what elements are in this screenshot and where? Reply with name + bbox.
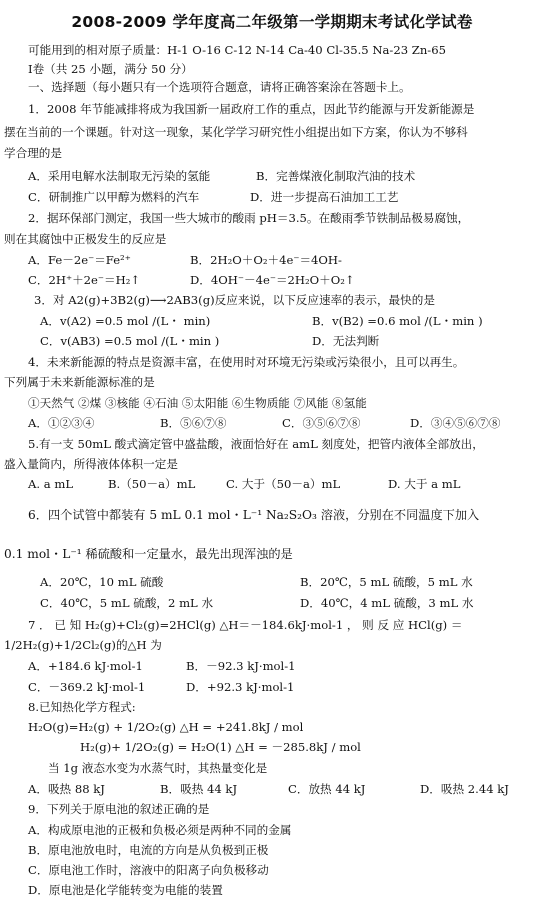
q5-stem-1: 5.有一支 50mL 酸式滴定管中盛盐酸，液面恰好在 amL 刻度处，把管内液体全部放出， — [28, 437, 484, 451]
q8-option-c: C．放热 44 kJ — [288, 782, 366, 796]
q5-stem-2: 盛入量筒内，所得液体体积一定是 — [4, 457, 178, 471]
q3-option-a: A．v(A2) =0.5 mol /(L・ min) — [40, 314, 211, 328]
q7-option-b: B．－92.3 kJ·mol-1 — [186, 659, 296, 673]
q1-option-d: D．进一步提高石油加工工艺 — [250, 190, 399, 204]
q1-option-c: C．研制推广以甲醇为燃料的汽车 — [28, 190, 200, 204]
q7-option-d: D．+92.3 kJ·mol-1 — [186, 680, 295, 694]
q6-option-c: C．40℃，5 mL 硫酸，2 mL 水 — [40, 596, 214, 610]
q8-option-b: B．吸热 44 kJ — [160, 782, 238, 796]
q3-option-d: D．无法判断 — [312, 334, 380, 348]
q4-items: ①天然气 ②煤 ③核能 ④石油 ⑤太阳能 ⑥生物质能 ⑦风能 ⑧氢能 — [28, 396, 367, 410]
part-heading: Ⅰ卷（共 25 小题，满分 50 分） — [28, 62, 193, 76]
q2-option-c: C．2H⁺＋2e⁻＝H₂↑ — [28, 273, 141, 287]
q8-option-a: A．吸热 88 kJ — [28, 782, 105, 796]
q1-stem-2: 摆在当前的一个课题。针对这一现象，某化学学习研究性小组提出如下方案，你认为不够科 — [4, 125, 468, 139]
q7-stem-2: 1/2H₂(g)+1/2Cl₂(g)的△H 为 — [4, 638, 162, 652]
q7-option-a: A．+184.6 kJ·mol-1 — [28, 659, 143, 673]
q6-option-b: B．20℃，5 mL 硫酸，5 mL 水 — [300, 575, 473, 589]
q1-stem-1: 1．2008 年节能减排将成为我国新一届政府工作的重点，因此节约能源与开发新能源是 — [28, 102, 475, 116]
exam-title: 2008-2009 学年度高二年级第一学期期末考试化学试卷 — [71, 13, 473, 31]
q1-stem-3: 学合理的是 — [4, 146, 62, 160]
q8-stem: 8.已知热化学方程式: — [28, 700, 136, 714]
q8-option-d: D．吸热 2.44 kJ — [420, 782, 509, 796]
q8-equation-2: H₂(g)+ 1/2O₂(g) = H₂O(1) △H = －285.8kJ / mol — [80, 740, 361, 754]
q4-stem-1: 4．未来新能源的特点是资源丰富，在使用时对环境无污染或污染很小，且可以再生。 — [28, 355, 465, 369]
q6-option-d: D．40℃，4 mL 硫酸，3 mL 水 — [300, 596, 474, 610]
q9-option-d: D．原电池是化学能转变为电能的装置 — [28, 883, 223, 897]
q6-option-a: A．20℃，10 mL 硫酸 — [40, 575, 164, 589]
q5-option-b: B.（50－a）mL — [108, 477, 196, 491]
atomic-masses: 可能用到的相对原子质量：H-1 O-16 C-12 N-14 Ca-40 Cl-35.5 Na-23 Zn-65 — [28, 43, 446, 57]
q2-stem-1: 2．据环保部门测定，我国一些大城市的酸雨 pH＝3.5。在酸雨季节铁制品极易腐蚀， — [28, 211, 470, 225]
q4-option-c: C．③⑤⑥⑦⑧ — [282, 416, 361, 430]
q8-question: 当 1g 液态水变为水蒸气时，其热量变化是 — [48, 761, 268, 775]
q4-option-b: B．⑤⑥⑦⑧ — [160, 416, 227, 430]
q1-option-a: A．采用电解水法制取无污染的氢能 — [28, 169, 211, 183]
q6-stem-2: 0.1 mol・L⁻¹ 稀硫酸和一定量水，最先出现浑浊的是 — [4, 547, 293, 561]
q7-option-c: C．－369.2 kJ·mol-1 — [28, 680, 146, 694]
q2-option-b: B．2H₂O＋O₂＋4e⁻＝4OH- — [190, 253, 342, 267]
q9-stem: 9．下列关于原电池的叙述正确的是 — [28, 802, 210, 816]
q2-stem-2: 则在其腐蚀中正极发生的反应是 — [4, 232, 167, 246]
q4-option-a: A．①②③④ — [28, 416, 95, 430]
q9-option-a: A．构成原电池的正极和负极必须是两种不同的金属 — [28, 823, 292, 837]
q4-option-d: D．③④⑤⑥⑦⑧ — [410, 416, 501, 430]
q2-option-a: A．Fe－2e⁻＝Fe²⁺ — [28, 253, 131, 267]
q3-option-c: C．v(AB3) =0.5 mol /(L・min ) — [40, 334, 220, 348]
q6-stem-1: 6．四个试管中都装有 5 mL 0.1 mol・L⁻¹ Na₂S₂O₃ 溶液，分别在不同温度下加入 — [28, 508, 480, 522]
q7-stem-1: 7 ． 已 知 H₂(g)+Cl₂(g)=2HCl(g) △H＝－184.6kJ·mol-1 ， 则 反 应 HCl(g) ＝ — [28, 618, 463, 632]
q4-stem-2: 下列属于未来新能源标准的是 — [4, 375, 155, 389]
q1-option-b: B．完善煤液化制取汽油的技术 — [256, 169, 416, 183]
q9-option-c: C．原电池工作时，溶液中的阳离子向负极移动 — [28, 863, 269, 877]
q3-stem: 3．对 A2(g)+3B2(g)⟶2AB3(g)反应来说，以下反应速率的表示，最快的是 — [34, 293, 435, 307]
section-heading: 一、选择题（每小题只有一个选项符合题意，请将正确答案涂在答题卡上。 — [28, 80, 411, 94]
q9-option-b: B．原电池放电时，电流的方向是从负极到正极 — [28, 843, 269, 857]
q5-option-d: D. 大于 a mL — [388, 477, 461, 491]
q3-option-b: B．v(B2) =0.6 mol /(L・min ) — [312, 314, 483, 328]
q8-equation-1: H₂O(g)=H₂(g) + 1/2O₂(g) △H = +241.8kJ / mol — [28, 720, 304, 734]
q5-option-a: A. a mL — [28, 477, 74, 491]
q5-option-c: C. 大于（50－a）mL — [226, 477, 341, 491]
q2-option-d: D．4OH⁻－4e⁻＝2H₂O＋O₂↑ — [190, 273, 355, 287]
